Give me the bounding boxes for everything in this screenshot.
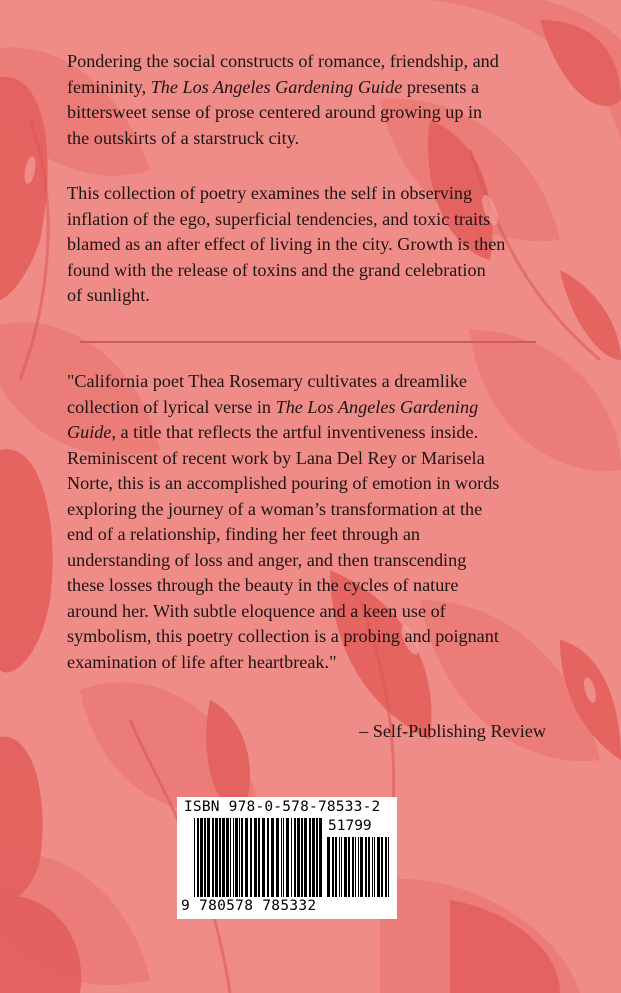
price-code-label: 51799	[328, 818, 372, 834]
barcode-bar	[254, 818, 257, 897]
barcode-bar	[344, 837, 347, 897]
barcode-bar	[222, 818, 225, 897]
text-line: exploring the journey of a woman’s transformation at the	[67, 498, 483, 519]
barcode-bar	[262, 818, 265, 897]
barcode-bar	[332, 837, 334, 897]
barcode-bar	[207, 818, 210, 897]
barcode-bar	[304, 818, 307, 897]
barcode-bar	[374, 837, 375, 897]
barcode-bar	[352, 837, 354, 897]
synopsis-paragraph-1	[67, 49, 549, 151]
barcode-bar	[365, 837, 367, 897]
barcode-bar	[250, 818, 252, 897]
book-title: The Los Angeles Gardening	[275, 396, 479, 417]
barcode-bar	[235, 818, 238, 897]
barcode-bar	[301, 818, 303, 897]
barcode-bar	[271, 818, 274, 897]
text-line: found with the release of toxins and the grand celebration	[67, 259, 486, 280]
text-line: Guide, a title that reflects the artful inventiveness inside.	[67, 422, 479, 442]
text-line: Pondering the social constructs of romance, friendship, and	[67, 51, 499, 71]
barcode-bar	[241, 818, 243, 897]
text-line: femininity, The Los Angeles Gardening Guide presents a	[67, 76, 480, 97]
isbn-barcode	[177, 797, 397, 919]
text-line: the outskirts of a starstruck city.	[67, 127, 300, 148]
barcode-bar	[339, 837, 340, 897]
barcode-bar	[319, 818, 322, 897]
text-line: "California poet Thea Rosemary cultivates a dreamlike	[67, 371, 468, 391]
review-attribution: – Self-Publishing Review	[359, 721, 546, 741]
barcode-bar	[358, 837, 359, 897]
barcode-bar	[245, 818, 248, 897]
barcode-bar	[212, 818, 214, 897]
barcode-bar	[294, 818, 296, 897]
ean-barcode-bars	[194, 818, 323, 897]
barcode-bar	[286, 818, 289, 897]
text-line: This collection of poetry examines the self in observing	[67, 183, 473, 203]
barcode-bar	[239, 818, 240, 897]
synopsis-paragraph-2	[67, 181, 549, 309]
barcode-bar	[385, 837, 387, 897]
barcode-bar	[194, 818, 195, 897]
barcode-bar	[219, 818, 221, 897]
barcode-bar	[377, 837, 380, 897]
text-line: collection of lyrical verse in The Los Angeles Gardening	[67, 396, 479, 417]
text-line: end of a relationship, finding her feet through an	[67, 524, 421, 544]
text-line: understanding of loss and anger, and then transcending	[67, 549, 467, 570]
book-title: Guide	[67, 422, 112, 442]
barcode-bar	[267, 818, 269, 897]
barcode-bar	[316, 818, 318, 897]
book-title: The Los Angeles Gardening Guide	[150, 76, 403, 97]
text-line: blamed as an after effect of living in the city. Growth is then	[67, 234, 506, 254]
barcode-bar	[341, 837, 342, 897]
price-barcode-bars	[327, 837, 391, 897]
barcode-bar	[381, 837, 383, 897]
barcode-bar	[309, 818, 311, 897]
text-line: of sunlight.	[67, 285, 150, 305]
barcode-bar	[355, 837, 356, 897]
text-line: examination of life after heartbreak."	[67, 651, 337, 672]
text-line: around her. With subtle eloquence and a keen use of	[67, 600, 446, 621]
section-divider	[80, 341, 536, 343]
barcode-bar	[360, 837, 363, 897]
barcode-bar	[348, 837, 350, 897]
ean-digits: 9 780578 785332	[181, 898, 317, 914]
text-line: symbolism, this poetry collection is a probing and poignant	[67, 626, 499, 646]
barcode-bar	[258, 818, 260, 897]
text-line: bittersweet sense of prose centered around growing up in	[67, 102, 483, 122]
barcode-bar	[327, 837, 330, 897]
barcode-bar	[281, 818, 282, 897]
barcode-bar	[297, 818, 300, 897]
barcode-bar	[276, 818, 279, 897]
barcode-bar	[230, 818, 231, 897]
text-line: inflation of the ego, superficial tendencies, and toxic traits	[67, 208, 491, 229]
barcode-bar	[204, 818, 206, 897]
barcode-bar	[283, 818, 284, 897]
barcode-bar	[335, 837, 337, 897]
barcode-bar	[368, 837, 370, 897]
isbn-label: ISBN 978-0-578-78533-2	[184, 799, 381, 815]
barcode-bar	[372, 837, 373, 897]
review-quote	[67, 369, 549, 675]
barcode-bar	[215, 818, 218, 897]
barcode-bar	[197, 818, 199, 897]
text-line: Norte, this is an accomplished pouring of emotion in words	[67, 473, 500, 493]
text-line: these losses through the beauty in the cycles of nature	[67, 575, 459, 595]
barcode-bar	[312, 818, 315, 897]
barcode-bar	[233, 818, 234, 897]
barcode-bar	[291, 818, 292, 897]
text-line: Reminiscent of recent work by Lana Del Rey or Marisela	[67, 447, 485, 468]
barcode-bar	[388, 837, 389, 897]
barcode-bar	[200, 818, 203, 897]
barcode-bar	[226, 818, 229, 897]
